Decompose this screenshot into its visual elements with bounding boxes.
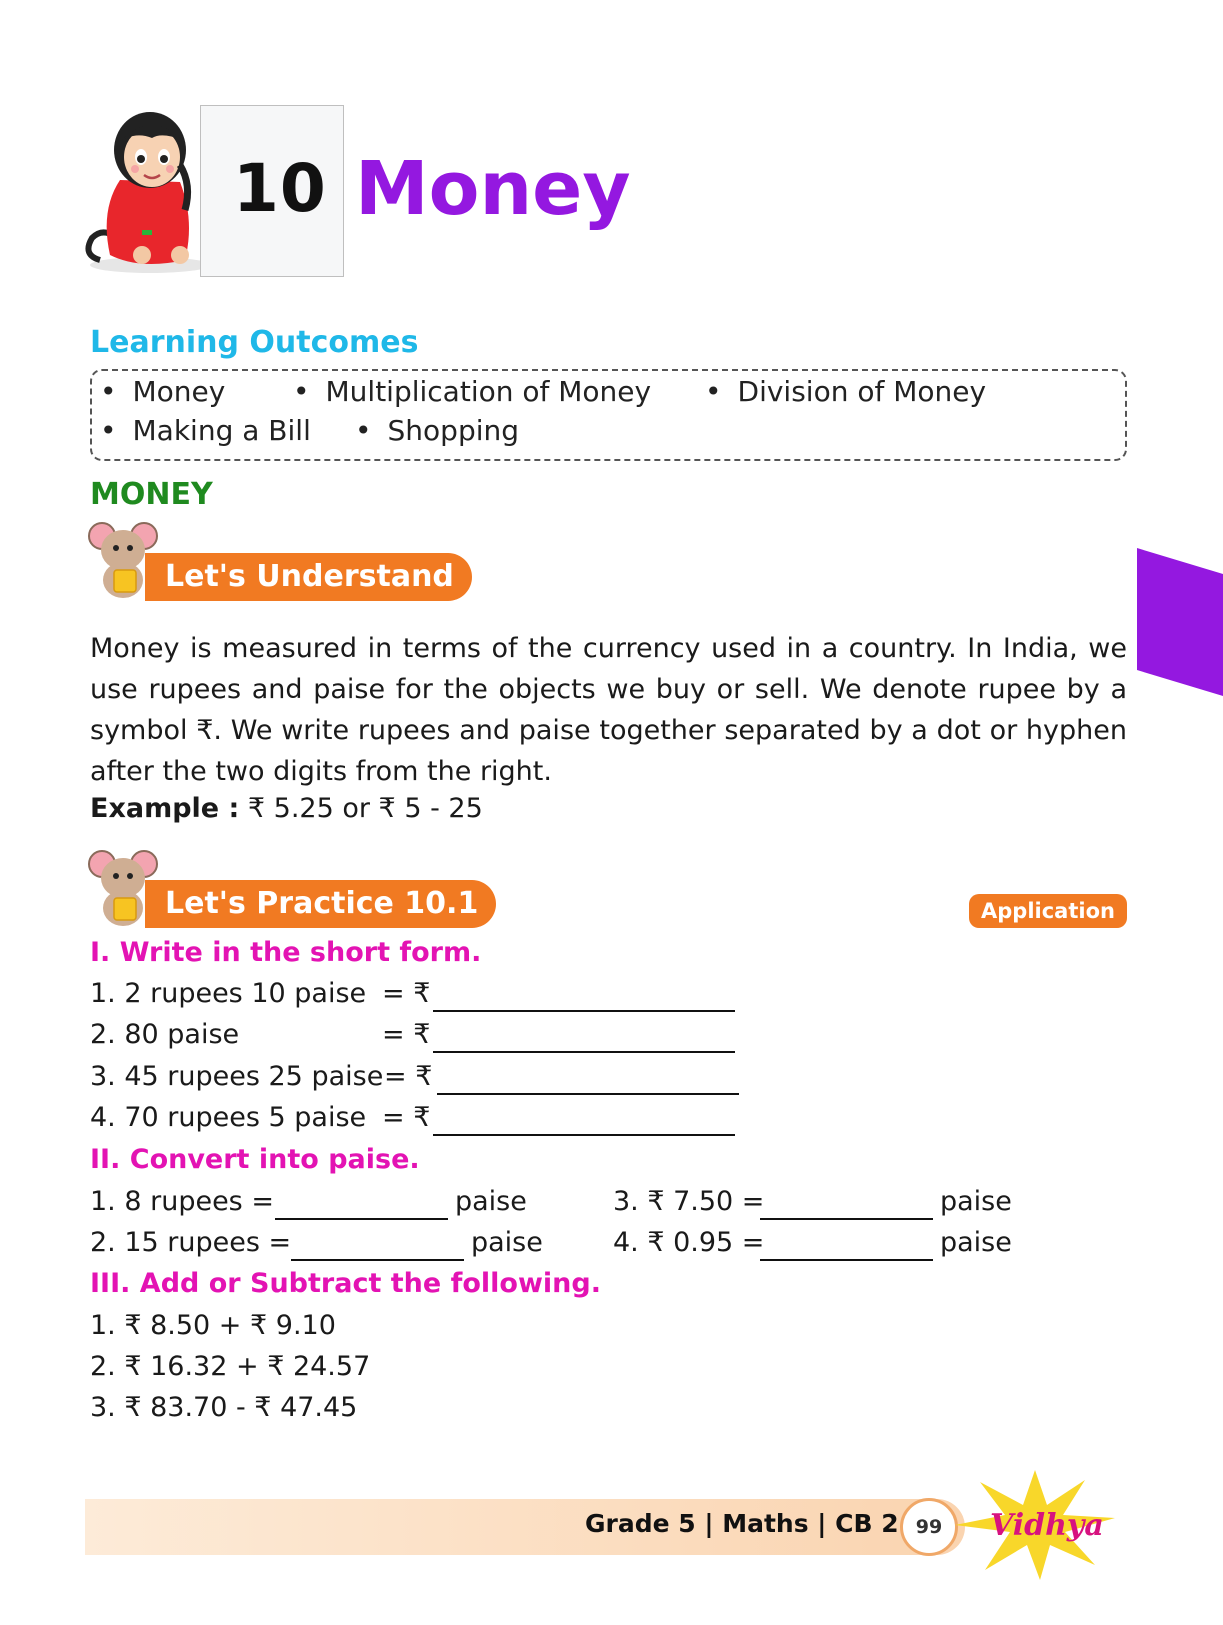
page-number: 99 xyxy=(900,1498,958,1556)
bullet-icon: • xyxy=(100,414,117,447)
part3-heading: III. Add or Subtract the following. xyxy=(90,1268,601,1299)
question-text: 3. 45 rupees 25 paise xyxy=(90,1061,384,1092)
mouse-icon xyxy=(88,846,158,928)
equals-rupee: = ₹ xyxy=(382,1019,431,1050)
bullet-icon: • xyxy=(355,414,372,447)
answer-blank[interactable] xyxy=(433,1031,735,1053)
chapter-title: Money xyxy=(355,146,631,232)
side-tab-marker xyxy=(1137,548,1223,696)
answer-blank[interactable] xyxy=(760,1239,933,1261)
answer-blank[interactable] xyxy=(437,1073,739,1095)
outcome-item: • Multiplication of Money xyxy=(293,375,652,408)
question-text: 3. ₹ 7.50 = xyxy=(613,1186,765,1217)
lets-practice-label: Let's Practice 10.1 xyxy=(145,880,496,928)
unit-label: paise xyxy=(455,1186,527,1217)
money-paragraph: Money is measured in terms of the currency used in a country. In India, we use rupees and paise for the objects we buy or sell. We denote rupee by a symbol ₹. We write rupees and paise together separated by a dot or hyphen after the two digits from the right. xyxy=(90,633,1127,787)
outcome-item: • Making a Bill xyxy=(100,414,311,447)
bullet-icon: • xyxy=(100,375,117,408)
answer-blank[interactable] xyxy=(275,1198,448,1220)
question-text: 3. ₹ 83.70 - ₹ 47.45 xyxy=(90,1392,358,1423)
footer-text: Grade 5 | Maths | CB 2 xyxy=(585,1509,899,1538)
chapter-number: 10 xyxy=(233,150,327,227)
logo-text: Vidhya xyxy=(990,1508,1104,1543)
question-text: 4. 70 rupees 5 paise xyxy=(90,1102,367,1133)
mouse-icon xyxy=(88,518,158,600)
equals-rupee: = ₹ xyxy=(382,978,431,1009)
application-badge: Application xyxy=(969,894,1127,928)
question-text: 1. 8 rupees = xyxy=(90,1186,274,1217)
learning-outcomes-title: Learning Outcomes xyxy=(90,325,419,360)
bullet-icon: • xyxy=(705,375,722,408)
outcome-item: • Division of Money xyxy=(705,375,987,408)
question-text: 1. 2 rupees 10 paise xyxy=(90,978,367,1009)
answer-blank[interactable] xyxy=(433,990,735,1012)
unit-label: paise xyxy=(940,1186,1012,1217)
answer-blank[interactable] xyxy=(760,1198,933,1220)
answer-blank[interactable] xyxy=(433,1114,735,1136)
unit-label: paise xyxy=(471,1227,543,1258)
part2-heading: II. Convert into paise. xyxy=(90,1144,420,1175)
example-line xyxy=(90,793,483,824)
section-heading: MONEY xyxy=(90,477,213,512)
unit-label: paise xyxy=(940,1227,1012,1258)
answer-blank[interactable] xyxy=(291,1239,464,1261)
question-text: 1. ₹ 8.50 + ₹ 9.10 xyxy=(90,1310,336,1341)
question-text: 4. ₹ 0.95 = xyxy=(613,1227,765,1258)
equals-rupee: = ₹ xyxy=(384,1061,433,1092)
example-text: ₹ 5.25 or ₹ 5 - 25 xyxy=(239,793,483,824)
question-text: 2. ₹ 16.32 + ₹ 24.57 xyxy=(90,1351,371,1382)
outcome-item: • Money xyxy=(100,375,226,408)
outcome-item: • Shopping xyxy=(355,414,520,447)
lets-understand-label: Let's Understand xyxy=(145,553,472,601)
bullet-icon: • xyxy=(293,375,310,408)
equals-rupee: = ₹ xyxy=(382,1102,431,1133)
question-text: 2. 80 paise xyxy=(90,1019,240,1050)
part1-heading: I. Write in the short form. xyxy=(90,937,482,968)
example-label: Example : xyxy=(90,793,240,824)
question-text: 2. 15 rupees = xyxy=(90,1227,292,1258)
